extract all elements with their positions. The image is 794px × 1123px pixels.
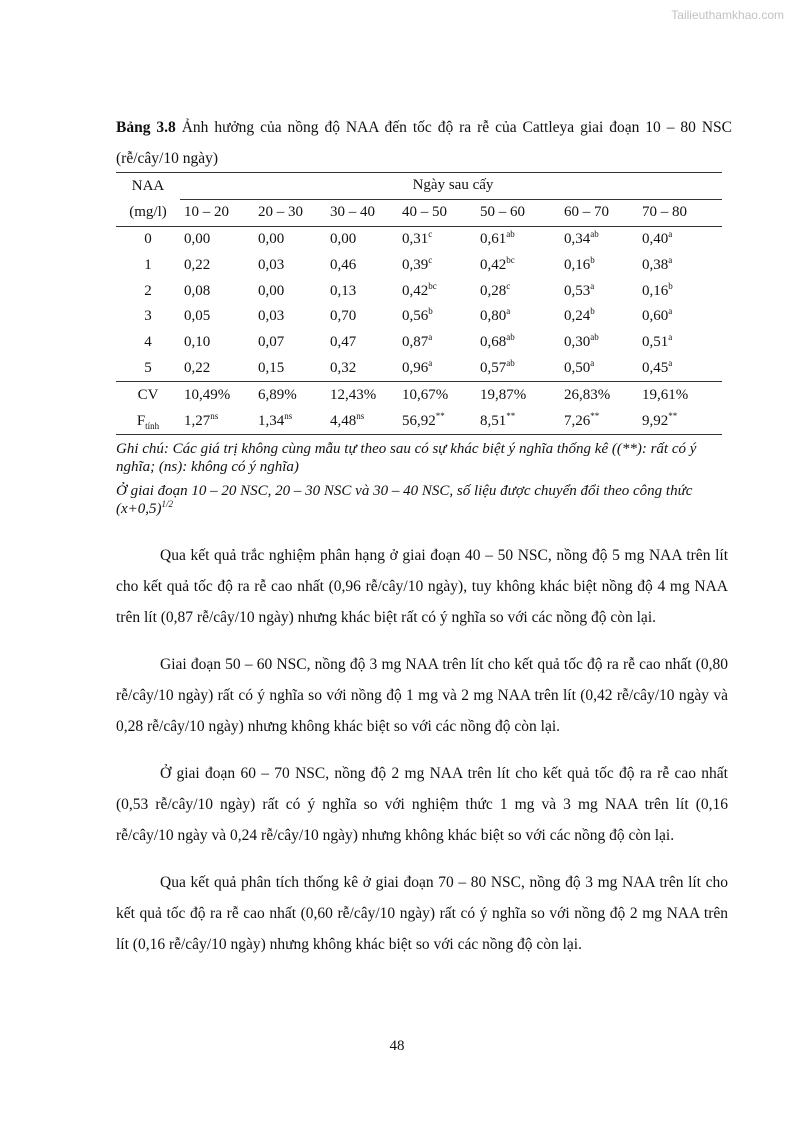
data-cell bbox=[560, 330, 638, 356]
cell-value: 0,07 bbox=[258, 334, 285, 351]
f-row bbox=[116, 408, 722, 434]
cell-letter: ab bbox=[506, 228, 515, 239]
data-cell bbox=[476, 226, 560, 252]
cell-value: 0,34 bbox=[564, 230, 591, 247]
cell-value: 0,57 bbox=[480, 359, 507, 376]
caption-label: Bảng 3.8 bbox=[116, 119, 176, 136]
data-cell bbox=[254, 226, 326, 252]
naa-value: 0 bbox=[144, 230, 152, 247]
f-significance: ** bbox=[590, 410, 600, 421]
cell-value: 0,28 bbox=[480, 282, 507, 299]
cell-value: 0,13 bbox=[330, 282, 357, 299]
cell-value: 0,38 bbox=[642, 256, 669, 273]
naa-value: 5 bbox=[144, 359, 152, 376]
data-cell bbox=[638, 356, 722, 382]
cell-value: 0,56 bbox=[402, 308, 429, 325]
data-cell bbox=[560, 278, 638, 304]
paragraph: Ở giai đoạn 60 – 70 NSC, nồng độ 2 mg NAA trên lít cho kết quả tốc độ ra rễ cao nhất (0,53 rễ/cây/10 ngày) rất có ý nghĩa so với nghiệm thức 1 mg và 3 mg NAA trên lít (0,16 rễ/cây/10 ngày và 0,24 rễ/cây/10 ngày) nhưng không khác biệt so với các nồng độ còn lại. bbox=[116, 765, 728, 844]
cell-letter: a bbox=[668, 357, 673, 368]
period-header: 10 – 20 bbox=[180, 199, 254, 226]
data-cell bbox=[180, 304, 254, 330]
cell-value: 0,31 bbox=[402, 230, 429, 247]
data-cell bbox=[560, 304, 638, 330]
naa-value: 1 bbox=[144, 256, 152, 273]
cell-letter: b bbox=[590, 254, 595, 265]
cell-value: 0,16 bbox=[642, 282, 669, 299]
data-cell bbox=[560, 356, 638, 382]
stats-body bbox=[116, 382, 722, 435]
table-caption bbox=[116, 112, 732, 174]
cell-letter: ab bbox=[506, 332, 515, 343]
f-value: 56,92 bbox=[402, 412, 436, 429]
cell-letter: b bbox=[428, 306, 433, 317]
cell-value: 0,24 bbox=[564, 308, 591, 325]
table-row bbox=[116, 278, 722, 304]
cv-cell: 19,61% bbox=[638, 382, 722, 408]
cell-letter: ab bbox=[506, 357, 515, 368]
data-cell bbox=[560, 226, 638, 252]
data-cell bbox=[476, 356, 560, 382]
cell-letter: b bbox=[590, 306, 595, 317]
data-cell bbox=[476, 304, 560, 330]
cell-value: 0,39 bbox=[402, 256, 429, 273]
paragraph: Qua kết quả phân tích thống kê ở giai đoạn 70 – 80 NSC, nồng độ 3 mg NAA trên lít cho kết quả tốc độ ra rễ cao nhất (0,60 rễ/cây/10 ngày) rất có ý nghĩa so với nồng độ 2 mg NAA trên lít (0,16 rễ/cây/10 ngày) nhưng không khác biệt so với các nồng độ còn lại. bbox=[116, 874, 728, 953]
f-value: 1,34 bbox=[258, 412, 285, 429]
data-cell bbox=[326, 226, 398, 252]
cell-letter: b bbox=[668, 280, 673, 291]
f-value: 7,26 bbox=[564, 412, 591, 429]
naa-value: 2 bbox=[144, 282, 152, 299]
cell-value: 0,53 bbox=[564, 282, 591, 299]
cell-value: 0,00 bbox=[258, 282, 285, 299]
f-cell bbox=[398, 408, 476, 434]
f-cell bbox=[560, 408, 638, 434]
f-label-sub: tính bbox=[145, 420, 160, 431]
table-row bbox=[116, 330, 722, 356]
table-body bbox=[116, 226, 722, 382]
cell-value: 0,16 bbox=[564, 256, 591, 273]
cell-letter: bc bbox=[428, 280, 437, 291]
data-cell bbox=[254, 252, 326, 278]
cv-row bbox=[116, 382, 722, 408]
cell-value: 0,47 bbox=[330, 334, 357, 351]
header-row-2 bbox=[116, 199, 722, 226]
data-cell bbox=[476, 278, 560, 304]
data-cell bbox=[254, 330, 326, 356]
cell-value: 0,51 bbox=[642, 334, 669, 351]
data-cell bbox=[638, 252, 722, 278]
f-significance: ** bbox=[668, 410, 678, 421]
data-cell bbox=[476, 330, 560, 356]
table-row bbox=[116, 252, 722, 278]
cell-value: 0,46 bbox=[330, 256, 357, 273]
f-significance: ** bbox=[506, 410, 516, 421]
cell-letter: a bbox=[668, 332, 673, 343]
cell-value: 0,03 bbox=[258, 256, 285, 273]
cell-letter: ab bbox=[590, 228, 599, 239]
cell-value: 0,03 bbox=[258, 308, 285, 325]
caption-text: Ảnh hưởng của nồng độ NAA đến tốc độ ra rễ của Cattleya giai đoạn 10 – 80 NSC (rễ/cây/10 ngày) bbox=[116, 119, 732, 167]
cell-value: 0,42 bbox=[480, 256, 507, 273]
data-cell bbox=[254, 278, 326, 304]
header-row-1 bbox=[116, 173, 722, 200]
cell-letter: a bbox=[668, 228, 673, 239]
data-cell bbox=[476, 252, 560, 278]
table-row bbox=[116, 226, 722, 252]
period-header: 40 – 50 bbox=[398, 199, 476, 226]
f-significance: ** bbox=[435, 410, 445, 421]
table-row bbox=[116, 356, 722, 382]
cv-cell: 10,49% bbox=[180, 382, 254, 408]
cell-value: 0,32 bbox=[330, 359, 357, 376]
span-header: Ngày sau cấy bbox=[180, 173, 722, 200]
cell-letter: c bbox=[506, 280, 511, 291]
period-header: 50 – 60 bbox=[476, 199, 560, 226]
cv-label: CV bbox=[116, 382, 180, 408]
naa-unit: (mg/l) bbox=[116, 199, 180, 226]
naa-value: 3 bbox=[144, 308, 152, 325]
cell-letter: a bbox=[668, 254, 673, 265]
data-cell bbox=[326, 330, 398, 356]
data-cell bbox=[398, 356, 476, 382]
f-significance: ns bbox=[356, 410, 365, 421]
f-value: 4,48 bbox=[330, 412, 357, 429]
cell-value: 0,96 bbox=[402, 359, 429, 376]
data-cell bbox=[638, 304, 722, 330]
cell-letter: a bbox=[428, 357, 433, 368]
data-cell bbox=[180, 356, 254, 382]
data-cell bbox=[326, 356, 398, 382]
data-cell bbox=[398, 278, 476, 304]
data-cell bbox=[560, 252, 638, 278]
cell-value: 0,40 bbox=[642, 230, 669, 247]
cell-value: 0,00 bbox=[258, 230, 285, 247]
cell-letter: ab bbox=[590, 332, 599, 343]
data-cell bbox=[180, 278, 254, 304]
data-cell bbox=[398, 330, 476, 356]
cell-value: 0,70 bbox=[330, 308, 357, 325]
table-notes bbox=[116, 440, 736, 524]
cell-letter: a bbox=[590, 357, 595, 368]
paragraph: Giai đoạn 50 – 60 NSC, nồng độ 3 mg NAA trên lít cho kết quả tốc độ ra rễ cao nhất (0,80 rễ/cây/10 ngày) rất có ý nghĩa so với nồng độ 1 mg và 2 mg NAA trên lít (0,42 rễ/cây/10 ngày và 0,28 rễ/cây/10 ngày) nhưng không khác biệt so với các nồng độ còn lại. bbox=[116, 656, 728, 735]
data-cell bbox=[326, 252, 398, 278]
cell-value: 0,50 bbox=[564, 359, 591, 376]
cell-value: 0,60 bbox=[642, 308, 669, 325]
data-cell bbox=[180, 330, 254, 356]
f-cell bbox=[476, 408, 560, 434]
period-header: 60 – 70 bbox=[560, 199, 638, 226]
data-cell bbox=[398, 252, 476, 278]
cv-cell: 12,43% bbox=[326, 382, 398, 408]
watermark-text: Tailieuthamkhao.com bbox=[671, 8, 784, 22]
f-cell bbox=[326, 408, 398, 434]
cell-value: 0,15 bbox=[258, 359, 285, 376]
cell-value: 0,10 bbox=[184, 334, 211, 351]
note-transform-text: Ở giai đoạn 10 – 20 NSC, 20 – 30 NSC và 30 – 40 NSC, số liệu được chuyển đổi theo công thức (x+0,5) bbox=[116, 483, 693, 517]
cell-value: 0,00 bbox=[184, 230, 211, 247]
cell-value: 0,45 bbox=[642, 359, 669, 376]
page-number: 48 bbox=[389, 1038, 405, 1054]
naa-header: NAA bbox=[116, 173, 180, 200]
cell-letter: a bbox=[428, 332, 433, 343]
data-cell bbox=[180, 252, 254, 278]
data-cell bbox=[638, 278, 722, 304]
cell-value: 0,80 bbox=[480, 308, 507, 325]
cell-value: 0,22 bbox=[184, 256, 211, 273]
cell-letter: a bbox=[668, 306, 673, 317]
f-label-text: F bbox=[136, 412, 146, 429]
data-cell bbox=[254, 304, 326, 330]
cell-value: 0,87 bbox=[402, 334, 429, 351]
f-cell bbox=[638, 408, 722, 434]
period-header: 20 – 30 bbox=[254, 199, 326, 226]
cell-value: 0,08 bbox=[184, 282, 211, 299]
cell-letter: c bbox=[428, 254, 433, 265]
note-transform bbox=[116, 482, 736, 518]
data-cell bbox=[180, 226, 254, 252]
naa-value: 4 bbox=[144, 334, 152, 351]
period-header: 70 – 80 bbox=[638, 199, 722, 226]
results-table bbox=[116, 172, 722, 435]
cell-value: 0,68 bbox=[480, 334, 507, 351]
data-cell bbox=[326, 304, 398, 330]
cell-value: 0,42 bbox=[402, 282, 429, 299]
note-significance: Ghi chú: Các giá trị không cùng mẫu tự theo sau có sự khác biệt ý nghĩa thống kê ((**): rất có ý nghĩa; (ns): không có ý nghĩa) bbox=[116, 441, 697, 475]
cell-value: 0,05 bbox=[184, 308, 211, 325]
data-cell bbox=[398, 304, 476, 330]
f-value: 1,27 bbox=[184, 412, 211, 429]
cv-cell: 6,89% bbox=[254, 382, 326, 408]
data-cell bbox=[398, 226, 476, 252]
f-cell bbox=[254, 408, 326, 434]
f-significance: ns bbox=[284, 410, 293, 421]
table-row bbox=[116, 304, 722, 330]
cell-value: 0,61 bbox=[480, 230, 507, 247]
cv-cell: 26,83% bbox=[560, 382, 638, 408]
body-text bbox=[116, 540, 728, 976]
cv-cell: 19,87% bbox=[476, 382, 560, 408]
f-significance: ns bbox=[210, 410, 219, 421]
data-cell bbox=[638, 330, 722, 356]
cell-value: 0,30 bbox=[564, 334, 591, 351]
data-cell bbox=[326, 278, 398, 304]
period-header: 30 – 40 bbox=[326, 199, 398, 226]
cv-cell: 10,67% bbox=[398, 382, 476, 408]
cell-letter: a bbox=[590, 280, 595, 291]
f-value: 8,51 bbox=[480, 412, 507, 429]
cell-letter: bc bbox=[506, 254, 515, 265]
cell-letter: c bbox=[428, 228, 433, 239]
cell-value: 0,22 bbox=[184, 359, 211, 376]
f-value: 9,92 bbox=[642, 412, 669, 429]
data-cell bbox=[254, 356, 326, 382]
data-cell bbox=[638, 226, 722, 252]
note-transform-exp: 1/2 bbox=[161, 499, 174, 509]
f-cell bbox=[180, 408, 254, 434]
cell-value: 0,00 bbox=[330, 230, 357, 247]
paragraph: Qua kết quả trắc nghiệm phân hạng ở giai đoạn 40 – 50 NSC, nồng độ 5 mg NAA trên lít cho kết quả tốc độ ra rễ cao nhất (0,96 rễ/cây/10 ngày), tuy không khác biệt nồng độ 4 mg NAA trên lít (0,87 rễ/cây/10 ngày) nhưng khác biệt rất có ý nghĩa so với các nồng độ còn lại. bbox=[116, 547, 728, 626]
f-label bbox=[116, 408, 180, 434]
cell-letter: a bbox=[506, 306, 511, 317]
